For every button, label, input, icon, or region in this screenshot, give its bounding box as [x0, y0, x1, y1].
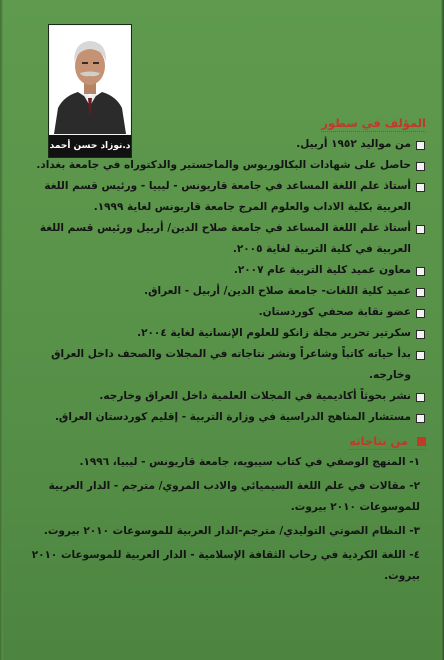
- square-bullet-icon: [416, 141, 425, 150]
- bio-item: مستشار المناهج الدراسية في وزارة التربية - إقليم كوردستان العراق.: [14, 407, 426, 428]
- square-bullet-icon: [416, 288, 425, 297]
- square-bullet-icon: [416, 414, 425, 423]
- author-name-caption: د.نوزاد حسن أحمد: [49, 135, 131, 157]
- work-item: ١- المنهج الوصفي في كتاب سيبويه، جامعة قاريونس - ليبيا، ١٩٩٦.: [79, 456, 420, 468]
- title-underline: [321, 131, 426, 132]
- title-underline: [349, 449, 426, 450]
- work-item: ٣- النظام الصوتي التوليدي/ مترجم-الدار العربية للموسوعات ٢٠١٠ بيروت.: [43, 525, 420, 537]
- bio-item: بدأ حياته كاتباً وشاعراً ونشر نتاجاته في المجلات والصحف داخل العراق وخارجه.: [14, 344, 426, 386]
- bio-item: أستاذ علم اللغة المساعد في جامعة صلاح الدين/ أربيل ورئيس قسم اللغة العربية في كلية التربية لغاية ٢٠٠٥.: [14, 218, 426, 260]
- bio-section-title-text: المؤلف في سطور: [321, 116, 426, 130]
- square-bullet-icon: [416, 309, 425, 318]
- bio-item: عضو نقابة صحفي كوردستان.: [14, 302, 426, 323]
- square-bullet-icon: [416, 183, 425, 192]
- square-bullet-icon: [416, 393, 425, 402]
- left-edge: [0, 0, 3, 660]
- work-item: ٢- مقالات في علم اللغة السيميائي والادب المروي/ مترجم - الدار العربية للموسوعات ٢٠١٠ بيروت.: [48, 480, 420, 513]
- bio-item: أستاذ علم اللغة المساعد في جامعة قاريونس - ليبيا - ورئيس قسم اللغة العربية بكلية الاداب والعلوم المرج جامعة قاريونس لغاية ١٩٩٩.: [14, 176, 426, 218]
- bio-item: سكرتير تحرير مجلة زانكو للعلوم الإنسانية لغاية ٢٠٠٤.: [14, 323, 426, 344]
- bio-item: معاون عميد كلية التربية عام ٢٠٠٧.: [14, 260, 426, 281]
- square-bullet-icon: [416, 267, 425, 276]
- square-bullet-icon: [416, 225, 425, 234]
- square-bullet-icon: [416, 330, 425, 339]
- works-section-title-text: من نتاجاته: [349, 434, 408, 448]
- square-bullet-icon: [416, 162, 425, 171]
- bio-content: [14, 112, 426, 590]
- bio-item: من مواليد ١٩٥٢ أربيل.: [14, 134, 426, 155]
- bio-item: حاصل على شهادات البكالوريوس والماجستير والدكتوراه في جامعة بغداد.: [14, 155, 426, 176]
- works-section-title: [349, 434, 426, 450]
- work-item: ٤- اللغة الكردية في رحاب الثقافة الإسلامية - الدار العربية للموسوعات ٢٠١٠ بيروت.: [31, 549, 420, 582]
- bio-item: عميد كلية اللغات- جامعة صلاح الدين/ أربيل - العراق.: [14, 281, 426, 302]
- bio-section-title: [321, 116, 426, 132]
- works-section: [14, 430, 426, 587]
- section-square-icon: [417, 437, 426, 446]
- bio-item: نشر بحوثاً أكاديمية في المجلات العلمية داخل العراق وخارجه.: [14, 386, 426, 407]
- square-bullet-icon: [416, 351, 425, 360]
